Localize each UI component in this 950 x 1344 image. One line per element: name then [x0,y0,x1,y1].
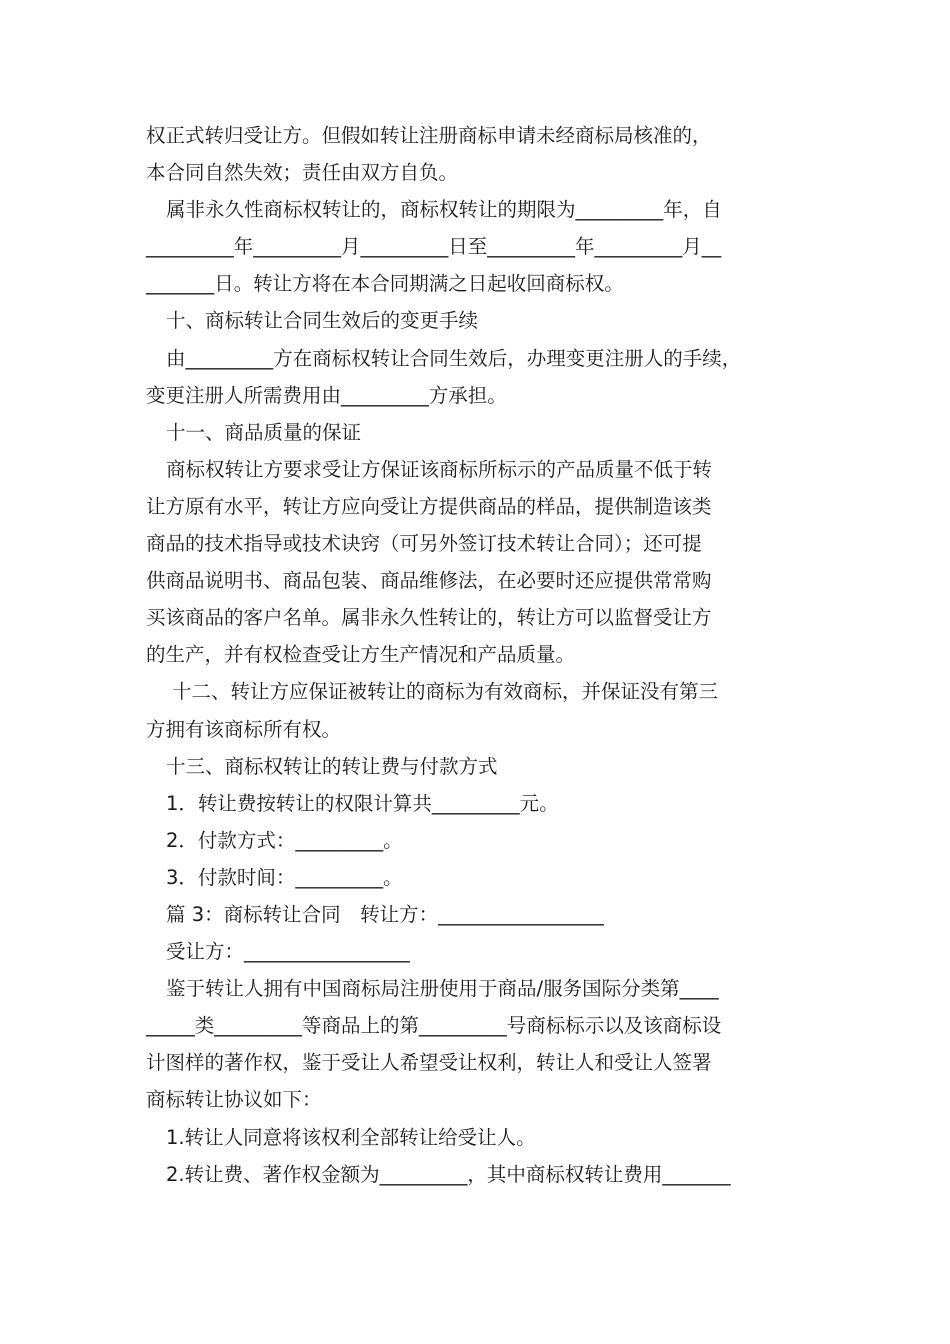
text-line: 受让方：_________________ [166,940,410,964]
text-line: 商标转让协议如下： [146,1088,322,1112]
section-heading: 十三、商标权转让的转让费与付款方式 [166,754,498,778]
text-line: 的生产，并有权检查受让方生产情况和产品质量。 [146,643,576,667]
text-line: 权正式转归受让方。但假如转让注册商标申请未经商标局核准的， [146,124,712,147]
section-heading: 十、商标转让合同生效后的变更手续 [166,309,479,333]
list-item: 3．付款时间：_________。 [166,865,403,889]
text-line: 鉴于转让人拥有中国商标局注册使用于商品/服务国际分类第____ [166,977,719,1001]
list-item: 1.转让人同意将该权利全部转让给受让人。 [166,1125,536,1149]
text-line: 属非永久性商标权转让的，商标权转让的期限为_________年，自 [166,198,722,222]
contract-title: 篇 3：商标转让合同 转让方：_________________ [166,902,604,926]
text-line: _______日。转让方将在本合同期满之日起收回商标权。 [146,272,624,296]
text-line: 计图样的著作权，鉴于受让人希望受让权利，转让人和受让人签署 [146,1051,712,1075]
section-heading: 十二、转让方应保证被转让的商标为有效商标，并保证没有第三 [172,680,719,704]
list-item: 2.转让费、著作权金额为_________，其中商标权转让费用_______ [166,1162,731,1186]
text-line: 让方原有水平，转让方应向受让方提供商品的样品，提供制造该类 [146,494,712,518]
text-line: 供商品说明书、商品包装、商品维修法，在必要时还应提供常常购 [146,569,712,593]
document-body [146,117,826,1193]
list-item: 1．转让费按转让的权限计算共_________元。 [166,791,559,815]
text-line: 本合同自然失效；责任由双方自负。 [146,161,459,185]
list-item: 2．付款方式：_________。 [166,828,403,852]
text-line: 买该商品的客户名单。属非永久性转让的，转让方可以监督受让方 [146,606,712,630]
text-line: _____类_________等商品上的第_________号商标标示以及该商标设 [146,1014,722,1038]
text-line: 商品的技术指导或技术诀窍（可另外签订技术转让合同）；还可提 [146,532,702,556]
text-line: 商标权转让方要求受让方保证该商标所标示的产品质量不低于转 [166,457,713,481]
text-line: 方拥有该商标所有权。 [146,717,342,741]
text-line: 变更注册人所需费用由_________方承担。 [146,383,507,407]
text-line: _________年_________月_________日至_________年_________月__ [146,235,722,259]
section-heading: 十一、商品质量的保证 [166,420,362,444]
text-line: 由_________方在商标权转让合同生效后，办理变更注册人的手续， [166,346,742,370]
